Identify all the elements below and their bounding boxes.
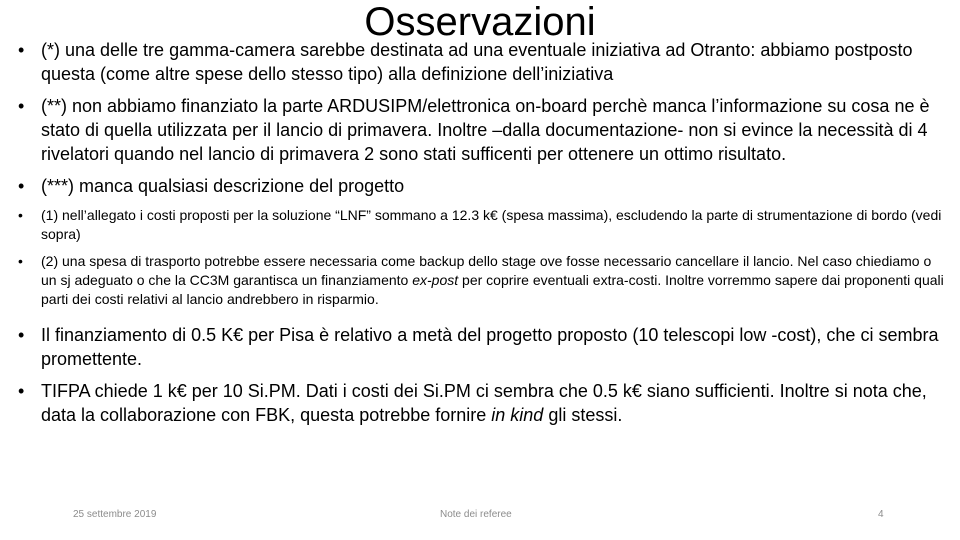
- bullet-text-part: gli stessi.: [543, 405, 623, 425]
- bullet-text-part: TIFPA chiede 1 k€ per 10 Si.PM. Dati i costi dei Si.PM ci sembra che 0.5 k€ siano sufficienti. Inoltre si nota che, data la collaborazione con FBK, questa potrebbe fornire: [41, 381, 927, 425]
- bullet-dot-icon: •: [18, 381, 25, 401]
- bullet-text: (**) non abbiamo finanziato la parte ARDUSIPM/elettronica on-board perchè manca l’informazione su cosa ne è stato di quella utilizzata per il lancio di primavera. Inoltre –dalla documentazione- non si evince la necessità di 4 rivelatori quando nel lancio di primavera 2 sono stati sufficenti per ottenere un ottimo risultato.: [41, 96, 930, 164]
- slide-title: Osservazioni: [364, 0, 596, 44]
- footer-page-number: 4: [878, 509, 884, 520]
- footer-title: Note dei referee: [440, 509, 512, 520]
- bullet-text-emphasis: ex-post: [412, 272, 459, 288]
- bullet-dot-icon: •: [18, 96, 25, 116]
- bullet-item: [18, 252, 948, 309]
- bullet-text: (*) una delle tre gamma-camera sarebbe destinata ad una eventuale iniziativa ad Otranto: abbiamo postposto questa (come altre spese dello stesso tipo) alla definizione dell’iniziativa: [41, 40, 913, 84]
- bullet-text: Il finanziamento di 0.5 K€ per Pisa è relativo a metà del progetto proposto (10 telescopi low -cost), che ci sembra promettente.: [41, 325, 939, 369]
- bullet-item: [18, 174, 948, 198]
- bullet-dot-icon: •: [18, 207, 23, 223]
- bullet-text-part: (2) una spesa di trasporto potrebbe essere necessaria come backup dello stage ove fosse necessario cancellare il lancio. Nel caso chiediamo o un sj adeguato o che la CC3M garantisca un finanziamento: [41, 253, 932, 288]
- bullet-item: [18, 379, 948, 427]
- bullet-item: [18, 94, 948, 166]
- bullet-item: [18, 323, 948, 371]
- bullet-text: (1) nell’allegato i costi proposti per la soluzione “LNF” sommano a 12.3 k€ (spesa massima), escludendo la parte di strumentazione di bordo (vedi sopra): [41, 207, 942, 242]
- bullet-text: (***) manca qualsiasi descrizione del progetto: [41, 176, 405, 196]
- bullet-dot-icon: •: [18, 253, 23, 269]
- bullet-dot-icon: •: [18, 176, 25, 196]
- bullet-text-emphasis: in kind: [491, 405, 544, 425]
- bullet-text-part: per coprire eventuali extra-costi. Inoltre vorremmo sapere dai proponenti quali parti dei costi relativi al lancio andrebbero in risparmio.: [41, 272, 944, 307]
- bullet-item: [18, 206, 948, 244]
- bullet-list: [18, 38, 948, 427]
- bullet-item: [18, 38, 948, 86]
- bullet-dot-icon: •: [18, 325, 25, 345]
- bullet-dot-icon: •: [18, 40, 25, 60]
- footer-date: 25 settembre 2019: [73, 509, 157, 520]
